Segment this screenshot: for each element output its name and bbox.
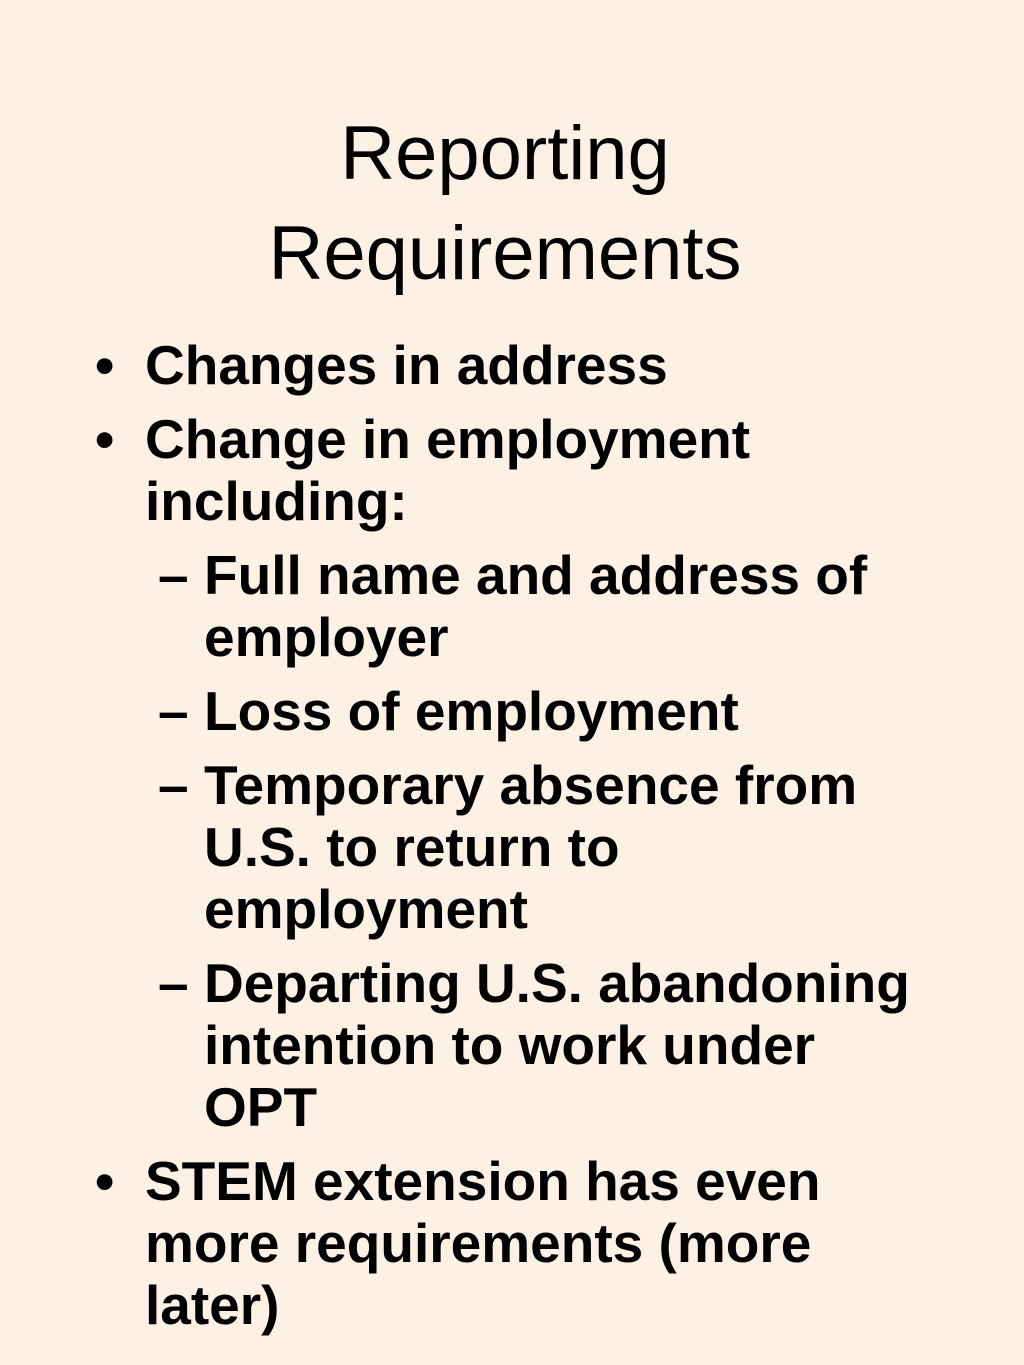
sub-bullet-text: OPT bbox=[204, 1076, 318, 1138]
bullet-text: more requirements (more bbox=[145, 1212, 812, 1274]
sub-bullet-departing-us bbox=[0, 952, 944, 1138]
sub-bullet-text: U.S. to return to bbox=[204, 816, 620, 878]
bullet-item-changes-in-address bbox=[0, 334, 945, 396]
sub-bullet-loss-of-employment bbox=[0, 680, 944, 742]
bullet-text: STEM extension has even bbox=[145, 1150, 821, 1212]
sub-bullet-text: employer bbox=[204, 606, 449, 668]
title-line-2: Requirements bbox=[268, 211, 742, 296]
sub-bullet-text: intention to work under bbox=[204, 1014, 816, 1076]
bullet-item-stem-extension bbox=[0, 1150, 945, 1336]
dash-marker: – bbox=[158, 680, 189, 742]
bullet-marker: • bbox=[95, 408, 115, 470]
bullet-text: Changes in address bbox=[145, 334, 668, 396]
title-line-1: Reporting bbox=[340, 111, 670, 196]
bullet-text: Change in employment bbox=[145, 408, 751, 470]
dash-marker: – bbox=[158, 544, 189, 606]
sub-bullet-full-name bbox=[0, 544, 944, 668]
slide-body bbox=[0, 334, 1024, 1348]
sub-bullet-text: Full name and address of bbox=[204, 544, 868, 606]
bullet-marker: • bbox=[95, 1150, 115, 1212]
dash-marker: – bbox=[158, 952, 189, 1014]
bullet-text: later) bbox=[145, 1274, 280, 1336]
sub-bullet-text: Temporary absence from bbox=[204, 754, 858, 816]
slide-title bbox=[0, 104, 1010, 304]
bullet-item-change-in-employment bbox=[0, 408, 945, 532]
sub-bullet-temporary-absence bbox=[0, 754, 944, 940]
sub-bullet-text: Loss of employment bbox=[204, 680, 739, 742]
dash-marker: – bbox=[158, 754, 189, 816]
sub-bullet-text: Departing U.S. abandoning bbox=[204, 952, 910, 1014]
bullet-marker: • bbox=[95, 334, 115, 396]
sub-bullet-text: employment bbox=[204, 878, 528, 940]
bullet-text: including: bbox=[145, 470, 408, 532]
